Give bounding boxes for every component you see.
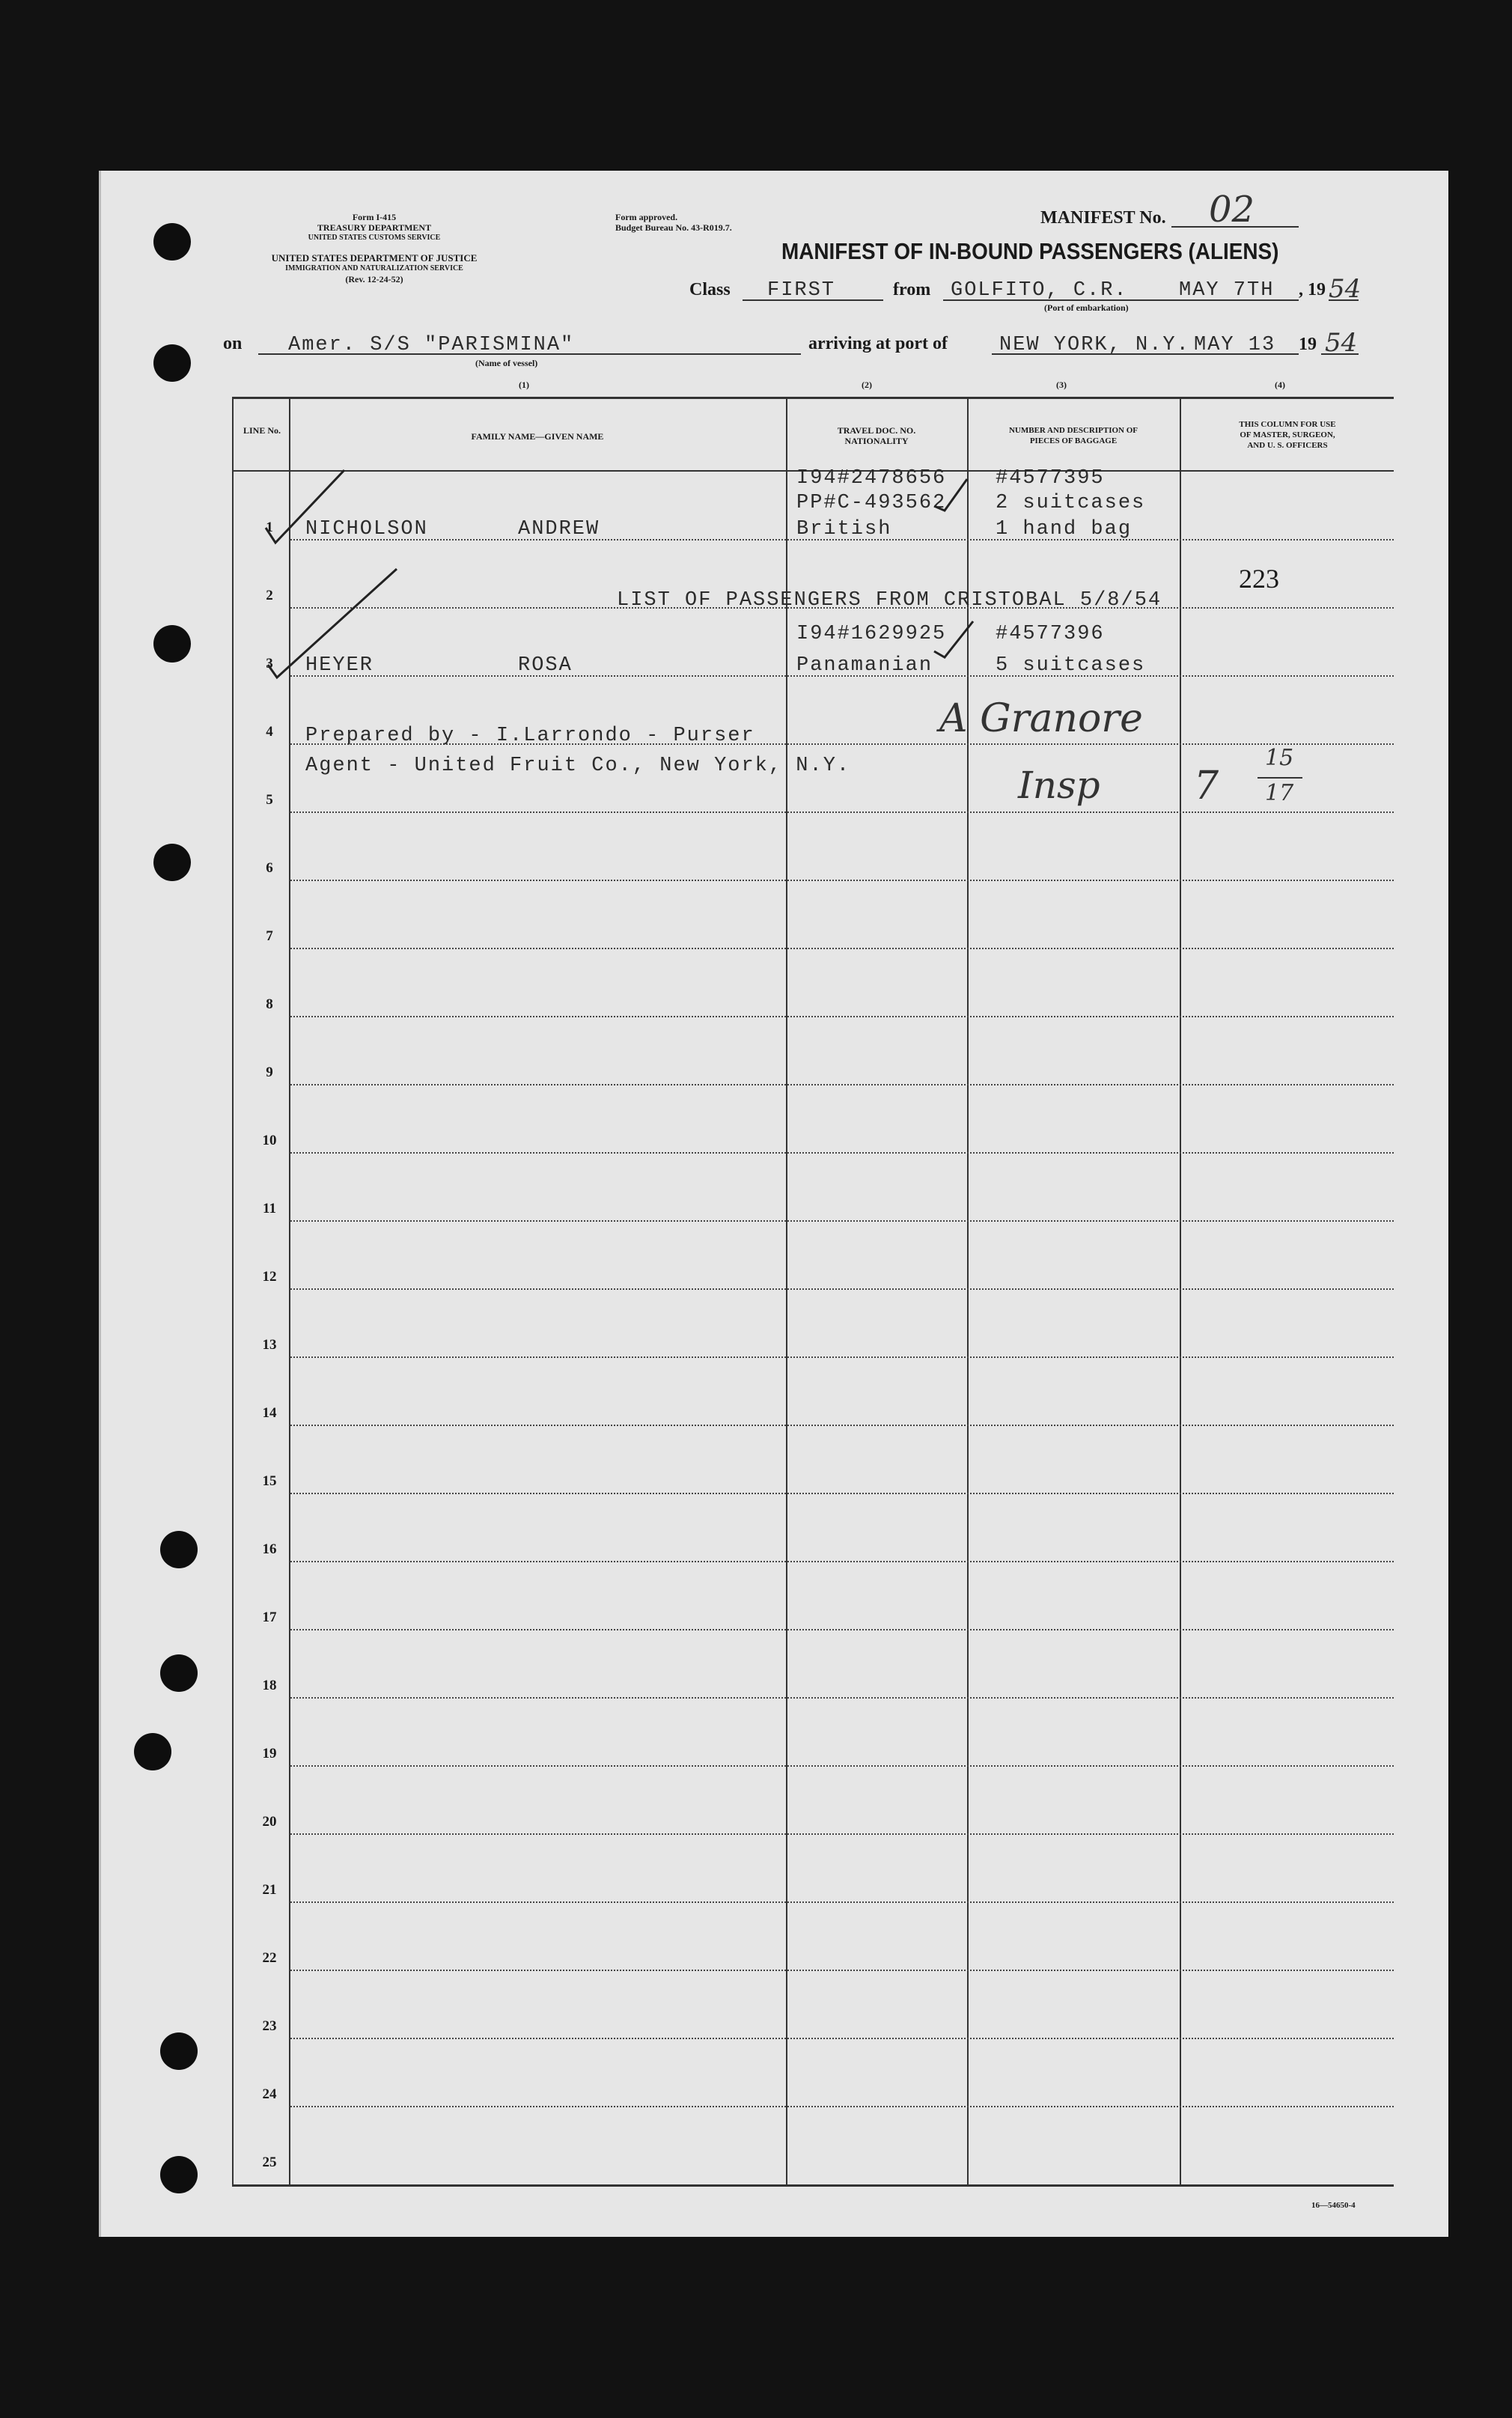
punch-hole bbox=[160, 2032, 198, 2070]
passenger-1-family-name: NICHOLSON bbox=[305, 518, 428, 540]
vessel-name-caption: (Name of vessel) bbox=[475, 358, 538, 368]
row-rule bbox=[290, 1288, 1394, 1290]
punch-hole bbox=[153, 625, 191, 663]
passenger-2-i94-number: I94#1629925 bbox=[796, 623, 947, 645]
row-rule bbox=[290, 1425, 1394, 1426]
passenger-1-hand-bag: 1 hand bag bbox=[996, 518, 1133, 540]
passenger-2-suitcases: 5 suitcases bbox=[996, 654, 1146, 677]
passenger-2-given-name: ROSA bbox=[518, 654, 573, 677]
line-number: 24 bbox=[262, 2086, 277, 2102]
passenger-1-suitcases: 2 suitcases bbox=[996, 492, 1146, 514]
embarkation-date: MAY 7TH bbox=[1179, 279, 1275, 302]
arrival-date: MAY 13 bbox=[1194, 334, 1276, 356]
officer-note-denominator: 17 bbox=[1265, 780, 1294, 806]
header-travel-doc: TRAVEL DOC. NO. bbox=[837, 425, 916, 436]
justice-department: UNITED STATES DEPARTMENT OF JUSTICE bbox=[271, 252, 478, 264]
manifest-form-sheet bbox=[99, 171, 1448, 2237]
line-number: 10 bbox=[262, 1133, 277, 1148]
form-print-code: 16—54650-4 bbox=[1311, 2201, 1356, 2210]
table-bottom-border bbox=[232, 2184, 1394, 2187]
line-number: 2 bbox=[266, 588, 273, 603]
agent-line: Agent - United Fruit Co., New York, N.Y. bbox=[305, 755, 851, 777]
line-number: 12 bbox=[262, 1269, 277, 1285]
arrival-port: NEW YORK, N.Y. bbox=[999, 334, 1190, 356]
name-column-divider bbox=[786, 397, 787, 2186]
table-top-border bbox=[232, 397, 1394, 399]
punch-hole bbox=[153, 223, 191, 261]
arriving-label: arriving at port of bbox=[808, 334, 948, 353]
manifest-number-value: 02 bbox=[1209, 189, 1255, 231]
line-number: 15 bbox=[262, 1473, 277, 1489]
line-number: 21 bbox=[262, 1882, 277, 1898]
column-number-2: (2) bbox=[862, 380, 872, 390]
row-rule bbox=[290, 1970, 1394, 1971]
punch-hole bbox=[160, 2156, 198, 2193]
passenger-2-nationality: Panamanian bbox=[796, 654, 933, 677]
class-value: FIRST bbox=[767, 279, 836, 302]
vessel-name: Amer. S/S "PARISMINA" bbox=[288, 334, 575, 356]
header-officers-3: AND U. S. OFFICERS bbox=[1247, 441, 1328, 450]
line-number: 22 bbox=[262, 1950, 277, 1966]
punch-hole bbox=[153, 844, 191, 881]
form-approved: Form approved. bbox=[615, 212, 678, 222]
line-number: 1 bbox=[266, 520, 273, 535]
travel-column-divider bbox=[967, 397, 969, 2186]
line-number: 3 bbox=[266, 656, 273, 672]
line-number: 6 bbox=[266, 860, 273, 876]
line-number: 8 bbox=[266, 996, 273, 1012]
embarkation-year: 54 bbox=[1329, 274, 1362, 304]
line-number: 18 bbox=[262, 1678, 277, 1693]
punch-hole bbox=[160, 1531, 198, 1568]
line-number: 11 bbox=[263, 1201, 276, 1216]
row-rule bbox=[290, 880, 1394, 881]
row-rule bbox=[290, 1493, 1394, 1494]
officer-note-numerator: 15 bbox=[1265, 745, 1294, 771]
punch-hole bbox=[153, 344, 191, 382]
line-number: 17 bbox=[262, 1610, 277, 1625]
passenger-1-given-name: ANDREW bbox=[518, 518, 600, 540]
row-rule bbox=[290, 1356, 1394, 1358]
baggage-column-divider bbox=[1180, 397, 1181, 2186]
header-baggage-2: PIECES OF BAGGAGE bbox=[1029, 436, 1118, 445]
passenger-2-family-name: HEYER bbox=[305, 654, 374, 677]
header-family-name: FAMILY NAME—GIVEN NAME bbox=[471, 431, 604, 442]
row-rule bbox=[290, 1152, 1394, 1154]
ins-service: IMMIGRATION AND NATURALIZATION SERVICE bbox=[285, 264, 463, 272]
line-number: 19 bbox=[262, 1746, 277, 1761]
line-number: 14 bbox=[262, 1405, 277, 1421]
arrival-year: 54 bbox=[1325, 328, 1358, 358]
line-number: 23 bbox=[262, 2018, 277, 2034]
manifest-title: MANIFEST OF IN-BOUND PASSENGERS (ALIENS) bbox=[781, 238, 1279, 264]
row-rule bbox=[290, 2038, 1394, 2039]
header-officers-2: OF MASTER, SURGEON, bbox=[1240, 430, 1335, 439]
embarkation-year-prefix: , 19 bbox=[1299, 280, 1326, 299]
class-label: Class bbox=[689, 280, 731, 299]
passenger-1-baggage-number: #4577395 bbox=[996, 467, 1105, 490]
line-number: 4 bbox=[266, 724, 273, 740]
header-officers-1: THIS COLUMN FOR USE bbox=[1239, 420, 1336, 429]
row-rule bbox=[290, 1833, 1394, 1835]
column-number-1: (1) bbox=[519, 380, 529, 390]
line-number: 25 bbox=[262, 2154, 277, 2170]
line-number: 16 bbox=[262, 1541, 277, 1557]
header-nationality: NATIONALITY bbox=[844, 436, 909, 446]
punch-hole bbox=[134, 1733, 171, 1770]
row-rule bbox=[290, 948, 1394, 949]
header-baggage-1: NUMBER AND DESCRIPTION OF bbox=[1008, 426, 1138, 435]
row-rule bbox=[290, 1016, 1394, 1017]
customs-service: UNITED STATES CUSTOMS SERVICE bbox=[308, 234, 441, 242]
inspector-signature: A Granore bbox=[939, 696, 1143, 741]
line-column-divider bbox=[289, 397, 290, 2186]
header-line-no: LINE No. bbox=[243, 425, 281, 436]
row-rule bbox=[290, 1220, 1394, 1222]
treasury-department: TREASURY DEPARTMENT bbox=[317, 222, 432, 233]
row-rule bbox=[290, 1084, 1394, 1085]
row-rule bbox=[290, 1765, 1394, 1767]
row-rule bbox=[290, 1561, 1394, 1562]
officer-note-main: 7 bbox=[1194, 764, 1219, 808]
row-rule bbox=[290, 2106, 1394, 2107]
arrival-year-prefix: 19 bbox=[1299, 335, 1317, 354]
row-rule bbox=[290, 811, 1394, 813]
budget-bureau-number: Budget Bureau No. 43-R019.7. bbox=[615, 222, 732, 233]
row-rule bbox=[290, 1697, 1394, 1699]
form-number: Form I-415 bbox=[352, 212, 397, 222]
table-left-border bbox=[232, 397, 234, 2186]
cristobal-list-note: LIST OF PASSENGERS FROM CRISTOBAL 5/8/54 bbox=[617, 589, 1162, 612]
from-label: from bbox=[893, 280, 931, 299]
column-number-3: (3) bbox=[1056, 380, 1067, 390]
line-number: 5 bbox=[266, 792, 273, 808]
on-label: on bbox=[223, 334, 243, 353]
line-number: 13 bbox=[262, 1337, 277, 1353]
line-number: 7 bbox=[266, 928, 273, 944]
officer-count: 223 bbox=[1239, 564, 1279, 594]
line-number: 20 bbox=[262, 1814, 277, 1830]
inspector-title: Insp bbox=[1018, 764, 1100, 807]
punch-hole bbox=[160, 1654, 198, 1692]
prepared-by-line: Prepared by - I.Larrondo - Purser bbox=[305, 725, 755, 747]
officer-note-fraction-bar bbox=[1258, 777, 1302, 779]
embarkation-port: GOLFITO, C.R. bbox=[951, 279, 1128, 302]
manifest-number-label: MANIFEST No. bbox=[1040, 208, 1166, 228]
row-rule bbox=[290, 1629, 1394, 1630]
passenger-1-passport-number: PP#C-493562 bbox=[796, 492, 947, 514]
passenger-1-i94-number: I94#2478656 bbox=[796, 467, 947, 490]
port-of-embarkation-caption: (Port of embarkation) bbox=[1044, 302, 1129, 313]
row-rule bbox=[290, 1901, 1394, 1903]
passenger-1-nationality: British bbox=[796, 518, 892, 540]
passenger-2-baggage-number: #4577396 bbox=[996, 623, 1105, 645]
line-number: 9 bbox=[266, 1065, 273, 1080]
revision-date: (Rev. 12-24-52) bbox=[345, 274, 403, 284]
column-number-4: (4) bbox=[1275, 380, 1285, 390]
